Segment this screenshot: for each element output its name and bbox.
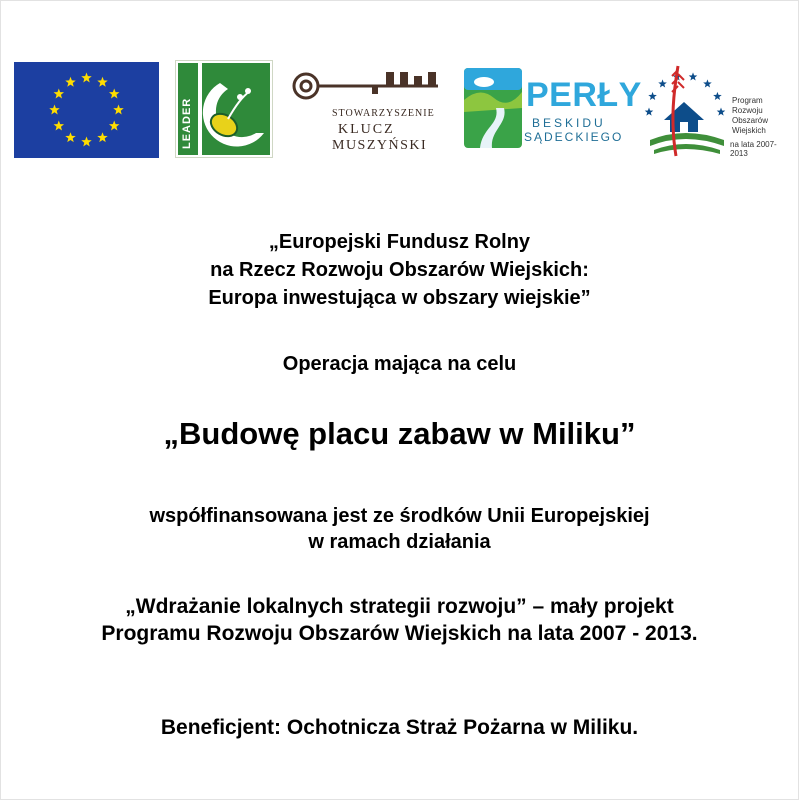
action-line-1: „Wdrażanie lokalnych strategii rozwoju” – mały projekt: [125, 595, 674, 618]
cofinanced-line-1: współfinansowana jest ze środków Unii Europejskiej: [149, 505, 650, 527]
eu-flag-logo: [14, 62, 159, 158]
fund-line-3: Europa inwestująca w obszary wiejskie”: [208, 287, 591, 309]
fund-line-1: „Europejski Fundusz Rolny: [268, 231, 531, 253]
prow-star-icon: [645, 108, 654, 116]
key-logo-line2: KLUCZ: [338, 122, 395, 137]
prow-star-icon: [658, 79, 667, 87]
perly-beskidu-logo: [464, 68, 642, 154]
perly-line2: SĄDECKIEGO: [524, 130, 624, 144]
prow-line4: Wiejskich: [732, 126, 766, 135]
prow-text: [732, 96, 768, 136]
eu-star-icon: [113, 105, 123, 115]
key-logo-line1: STOWARZYSZENIE: [332, 108, 435, 119]
project-title: „Budowę placu zabaw w Miliku”: [163, 416, 636, 451]
beneficiary-line: Beneficjent: Ochotnicza Straż Pożarna w Miliku.: [160, 716, 639, 739]
leader-label: LEADER: [181, 97, 193, 149]
prow-star-icon: [717, 108, 726, 116]
eu-star-icon: [109, 89, 119, 99]
action-line-2: Programu Rozwoju Obszarów Wiejskich na lata 2007 - 2013.: [101, 622, 698, 645]
prow-star-icon: [703, 79, 712, 87]
klucz-muszynski-logo: [288, 68, 450, 156]
prow-star-icon: [648, 92, 657, 100]
cofinanced-line-2: w ramach działania: [308, 531, 491, 553]
prow-line1: Program: [732, 96, 763, 105]
fund-line-2: na Rzecz Rozwoju Obszarów Wiejskich:: [210, 259, 589, 281]
eu-star-icon: [109, 121, 119, 131]
eu-star-icon: [49, 105, 59, 115]
eu-star-icon: [97, 132, 107, 142]
perly-line1: BESKIDU: [532, 116, 606, 130]
prow-line3: Obszarów: [732, 116, 769, 125]
prow-line2: Rozwoju: [732, 106, 763, 115]
eu-star-icon: [54, 89, 64, 99]
eu-star-icon: [54, 121, 64, 131]
eu-star-icon: [65, 132, 75, 142]
key-icon: [288, 68, 450, 108]
logo-strip: [14, 60, 789, 160]
operation-heading: Operacja mająca na celu: [282, 353, 517, 375]
perly-title: PERŁY: [526, 76, 642, 114]
eu-star-icon: [81, 73, 91, 83]
eu-star-icon: [81, 137, 91, 147]
prow-emblem-icon: [640, 60, 730, 158]
prow-logo: [640, 60, 788, 158]
leader-logo: [175, 60, 273, 158]
eu-star-icon: [65, 77, 75, 87]
eu-stars-icon: [14, 62, 159, 158]
prow-star-icon: [713, 92, 722, 100]
prow-years: na lata 2007-2013: [730, 140, 777, 158]
key-logo-line3: MUSZYŃSKI: [332, 138, 428, 153]
mountain-landscape-icon: [464, 68, 522, 148]
prow-star-icon: [689, 72, 698, 80]
eu-star-icon: [97, 77, 107, 87]
